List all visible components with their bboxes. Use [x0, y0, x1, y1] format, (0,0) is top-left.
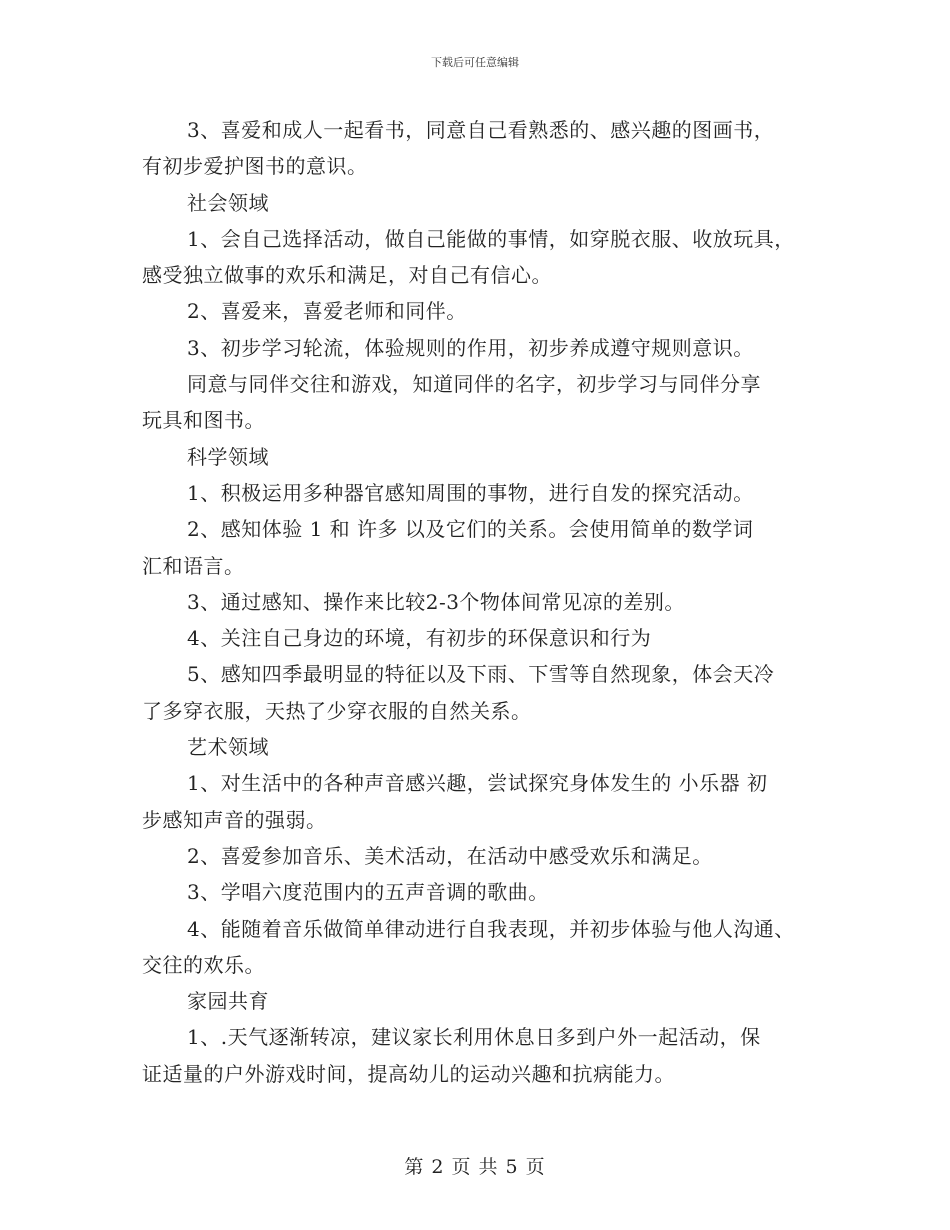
text-line: 步感知声音的强弱。 [142, 807, 327, 832]
text-line: 4、能随着音乐做简单律动进行自我表现，并初步体验与他人沟通、 [187, 916, 795, 941]
text-line: 3、喜爱和成人一起看书，同意自己看熟悉的、感兴趣的图画书， [187, 118, 775, 142]
page-footer: 第 2 页 共 5 页 [404, 1156, 546, 1178]
text-line: 艺术领域 [187, 735, 269, 760]
text-line: 1、.天气逐渐转凉，建议家长利用休息日多到户外一起活动，保 [187, 1025, 761, 1050]
text-line: 交往的欢乐。 [142, 952, 265, 977]
text-line: 1、积极运用多种器官感知周围的事物，进行自发的探究活动。 [187, 480, 754, 505]
text-line: 2、感知体验 1 和 许多 以及它们的关系。会使用简单的数学词 [187, 517, 754, 542]
text-line: 2、喜爱来，喜爱老师和同伴。 [187, 299, 467, 324]
document-body [142, 112, 822, 1092]
text-line: 5、感知四季最明显的特征以及下雨、下雪等自然现象，体会天冷 [187, 662, 775, 687]
text-line: 科学领域 [187, 444, 269, 469]
text-line: 3、初步学习轮流，体验规则的作用，初步养成遵守规则意识。 [187, 335, 754, 360]
text-line: 汇和语言。 [142, 553, 245, 578]
text-line: 玩具和图书。 [142, 408, 265, 433]
text-line: 证适量的户外游戏时间，提高幼儿的运动兴趣和抗病能力。 [142, 1061, 675, 1086]
text-line: 3、学唱六度范围内的五声音调的歌曲。 [187, 880, 549, 905]
text-line: 1、会自己选择活动，做自己能做的事情，如穿脱衣服、收放玩具， [187, 226, 795, 251]
text-line: 2、喜爱参加音乐、美术活动，在活动中感受欢乐和满足。 [187, 843, 713, 868]
text-line: 社会领域 [187, 190, 269, 215]
text-line: 4、关注自己身边的环境，有初步的环保意识和行为 [187, 626, 652, 651]
text-line: 了多穿衣服，天热了少穿衣服的自然关系。 [142, 698, 532, 723]
page-header: 下载后可任意编辑 [431, 56, 519, 69]
text-line: 3、通过感知、操作来比较2-3个物体间常见凉的差别。 [187, 589, 685, 614]
text-line: 1、对生活中的各种声音感兴趣，尝试探究身体发生的 小乐器 初 [187, 771, 768, 796]
text-line: 家园共育 [187, 989, 269, 1014]
text-line: 同意与同伴交往和游戏，知道同伴的名字，初步学习与同伴分享 [187, 372, 761, 397]
text-line: 感受独立做事的欢乐和满足，对自己有信心。 [142, 263, 552, 288]
text-line: 有初步爱护图书的意识。 [142, 154, 368, 179]
